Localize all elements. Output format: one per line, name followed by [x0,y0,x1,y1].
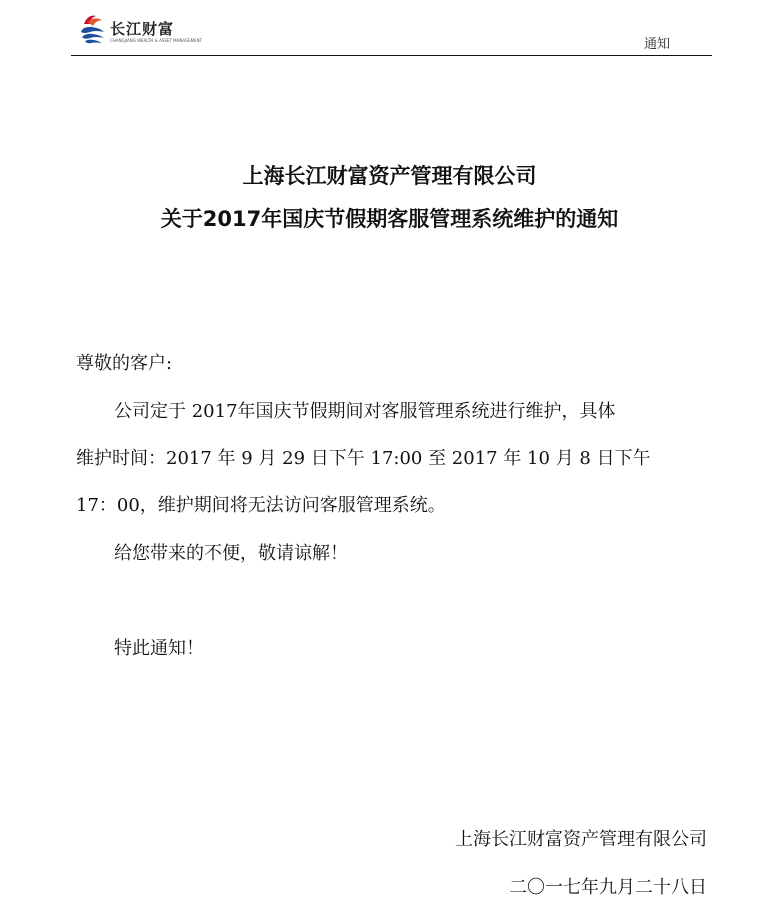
logo-emblem-icon [78,12,108,46]
notice-paragraph [76,388,712,529]
logo-subtitle: CHANGJIANG WEALTH & ASSET MANAGEMENT [110,38,203,43]
logo-name: 长江财富 [110,20,175,38]
signature-company: 上海长江财富资产管理有限公司 [455,829,707,850]
company-logo [78,12,203,48]
notice-line-1: 公司定于 2017年国庆节假期间对客服管理系统进行维护，具体 [114,401,616,422]
salutation: 尊敬的客户: [76,353,173,374]
signature-date: 二〇一七年九月二十八日 [509,877,707,898]
header-divider [71,55,712,56]
notice-line-2: 维护时间：2017 年 9 月 29 日下午 17:00 至 2017 年 10 月 8 日下午 [76,448,651,469]
apology-paragraph: 给您带来的不便，敬请谅解！ [114,543,348,564]
title-company: 上海长江财富资产管理有限公司 [242,164,537,188]
closing-text: 特此通知！ [114,638,204,659]
title-subject: 关于2017年国庆节假期客服管理系统维护的通知 [160,207,619,231]
header-label: 通知 [644,37,671,52]
notice-line-3: 17：00，维护期间将无法访问客服管理系统。 [76,495,446,516]
